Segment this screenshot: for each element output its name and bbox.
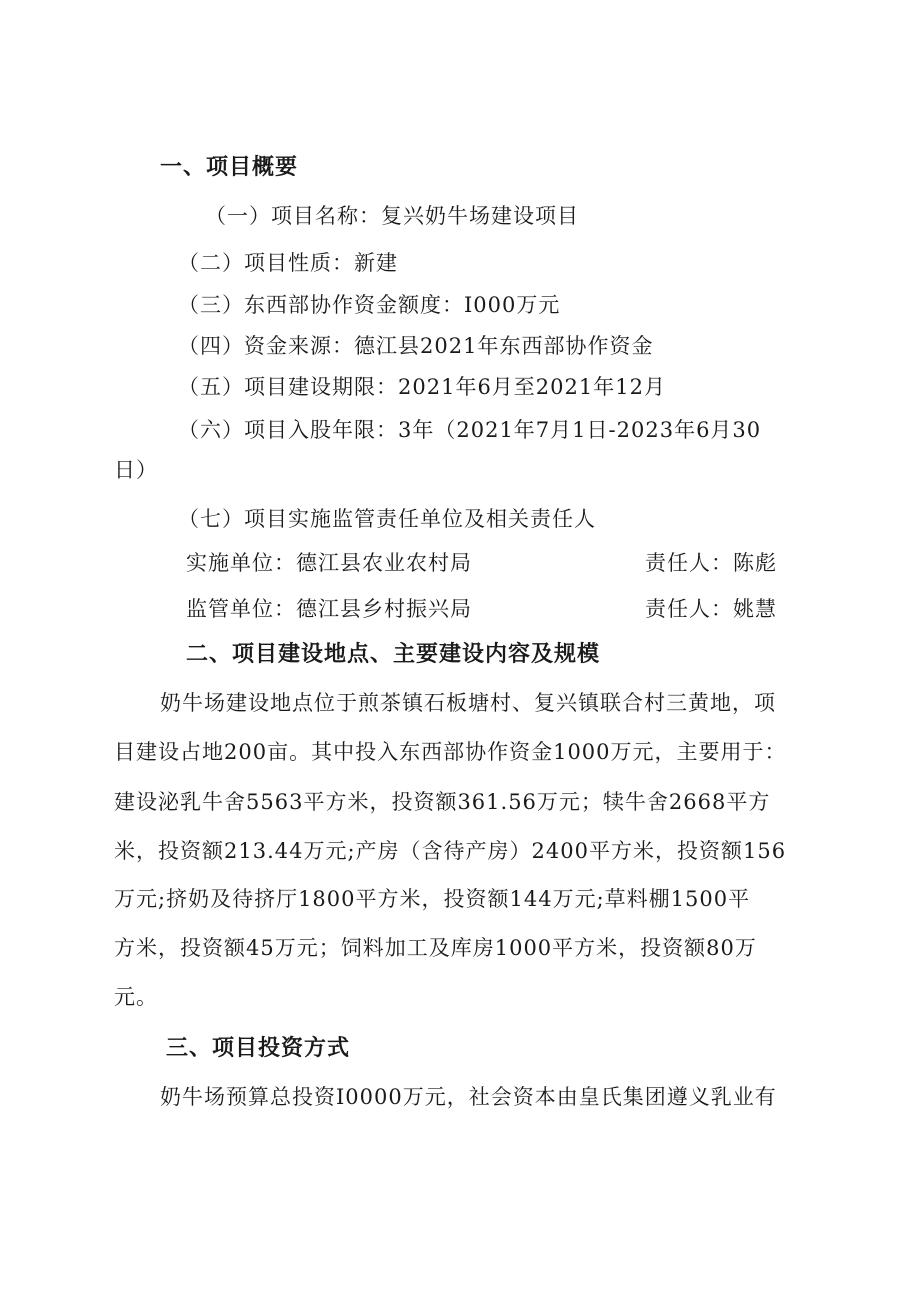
share-period-line-1: （六）项目入股年限：3年（2021年7月1日-2023年6月30	[178, 418, 762, 442]
s2-paragraph-line-7: 元。	[114, 985, 158, 1009]
s2-paragraph-line-1: 奶牛场建设地点位于煎茶镇石板塘村、复兴镇联合村三黄地，项	[160, 691, 776, 715]
share-period-line-2: 日）	[114, 458, 158, 482]
section-1-heading: 一、项目概要	[160, 155, 299, 180]
section-3-heading: 三、项目投资方式	[166, 1036, 351, 1061]
funding-source-line: （四）资金来源：德江县2021年东西部协作资金	[178, 334, 654, 358]
funding-amount-line: （三）东西部协作资金额度：I000万元	[178, 293, 561, 317]
s2-paragraph-line-3: 建设泌乳牛舍5563平方米，投资额361.56万元；犊牛舍2668平方	[114, 790, 771, 814]
project-nature-line: （二）项目性质：新建	[178, 251, 398, 275]
section-2-heading: 二、项目建设地点、主要建设内容及规模	[186, 642, 601, 667]
s2-paragraph-line-2: 目建设占地200亩。其中投入东西部协作资金1000万元，主要用于：	[114, 740, 787, 764]
supervision-unit: 监管单位：德江县乡村振兴局	[186, 597, 472, 621]
s2-paragraph-line-4: 米，投资额213.44万元;产房（含待产房）2400平方米，投资额156	[114, 839, 787, 863]
s2-paragraph-line-5: 万元;挤奶及待挤厅1800平方米，投资额144万元;草料棚1500平	[114, 887, 751, 911]
implementation-person: 责任人：陈彪	[645, 551, 777, 575]
project-name-line: （一）项目名称：复兴奶牛场建设项目	[205, 204, 579, 228]
implementation-unit: 实施单位：德江县农业农村局	[186, 551, 472, 575]
responsible-units-line: （七）项目实施监管责任单位及相关责任人	[178, 507, 596, 531]
s2-paragraph-line-6: 方米，投资额45万元；饲料加工及库房1000平方米，投资额80万	[114, 936, 757, 960]
s3-paragraph-line-1: 奶牛场预算总投资I0000万元，社会资本由皇氏集团遵义乳业有	[160, 1085, 777, 1109]
supervision-person: 责任人：姚慧	[645, 597, 777, 621]
construction-period-line: （五）项目建设期限：2021年6月至2021年12月	[178, 375, 666, 399]
